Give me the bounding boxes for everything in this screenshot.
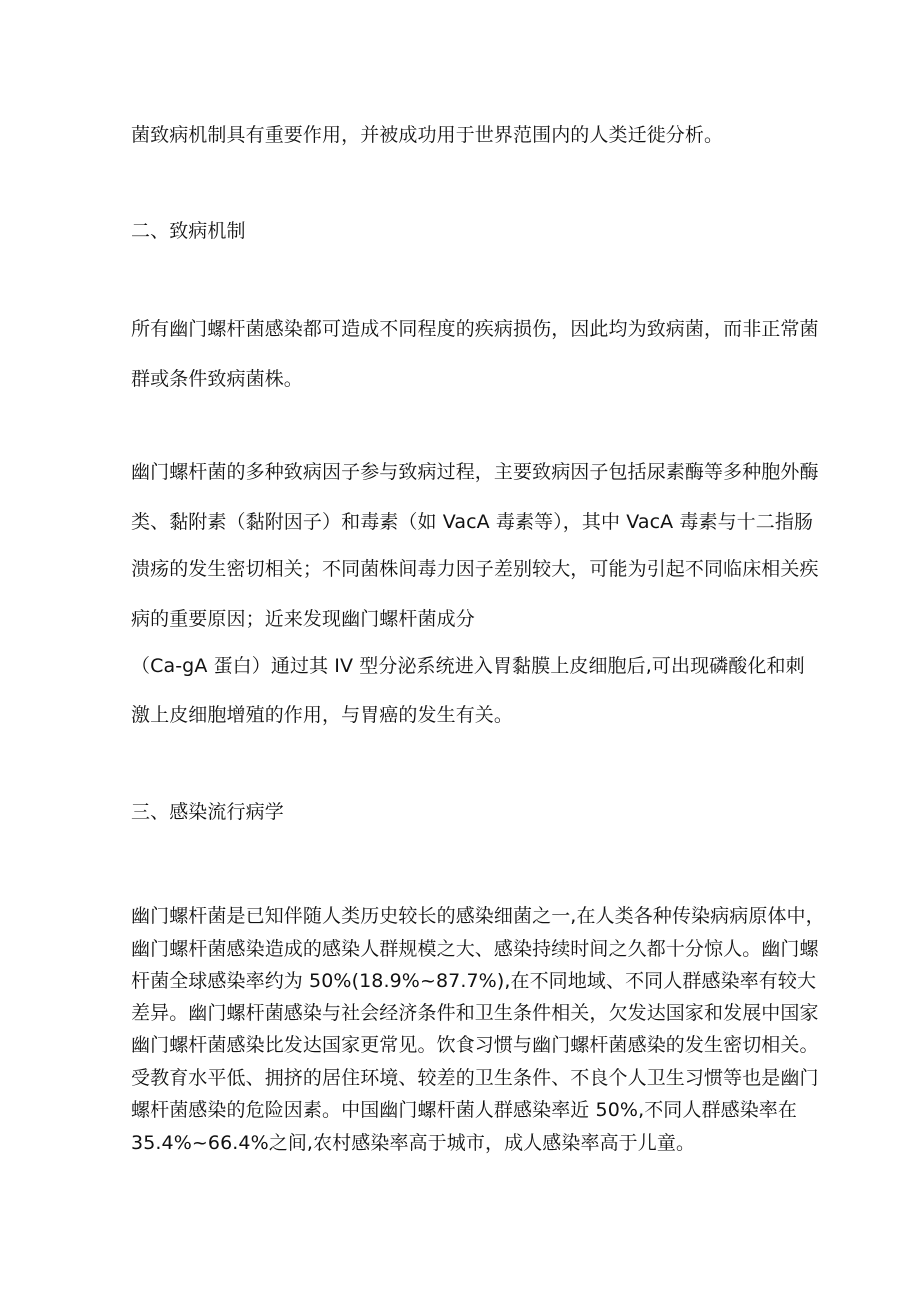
section-2-para-1-line-1: 所有幽门螺杆菌感染都可造成不同程度的疾病损伤，因此均为致病菌，而非正常菌 [131,318,819,340]
section-3-para-1-line-1: 幽门螺杆菌是已知伴随人类历史较长的感染细菌之一,在人类各种传染病病原体中， [131,905,825,927]
section-2-para-1-line-2: 群或条件致病菌株。 [131,368,303,390]
intro-tail-line: 菌致病机制具有重要作用，并被成功用于世界范围内的人类迁徙分析。 [131,124,724,146]
section-2-para-2-line-4: 病的重要原因；近来发现幽门螺杆菌成分 [131,608,475,630]
section-3-para-1-line-3: 杆菌全球感染率约为 50%(18.9%~87.7%),在不同地域、不同人群感染率有较大 [131,970,817,992]
section-2-para-2-line-3: 溃疡的发生密切相关；不同菌株间毒力因子差别较大，可能为引起不同临床相关疾 [131,558,819,580]
section-2-para-2-line-1: 幽门螺杆菌的多种致病因子参与致病过程，主要致病因子包括尿素酶等多种胞外酶 [131,461,819,483]
section-3-heading: 三、感染流行病学 [131,801,284,823]
section-2-para-2-line-5: （Ca-gA 蛋白）通过其 IV 型分泌系统进入胃黏膜上皮细胞后,可出现磷酸化和刺 [131,655,805,677]
section-3-para-1-line-5: 幽门螺杆菌感染比发达国家更常见。饮食习惯与幽门螺杆菌感染的发生密切相关。 [131,1034,819,1056]
section-2-para-2-line-2: 类、黏附素（黏附因子）和毒素（如 VacA 毒素等），其中 VacA 毒素与十二指肠 [131,511,814,533]
section-3-para-1-line-7: 螺杆菌感染的危险因素。中国幽门螺杆菌人群感染率近 50%,不同人群感染率在 [131,1099,798,1121]
section-3-para-1-line-2: 幽门螺杆菌感染造成的感染人群规模之大、感染持续时间之久都十分惊人。幽门螺 [131,938,819,960]
section-2-heading: 二、致病机制 [131,220,246,242]
section-3-para-1-line-8: 35.4%~66.4%之间,农村感染率高于城市，成人感染率高于儿童。 [131,1132,696,1154]
section-3-para-1-line-4: 差异。幽门螺杆菌感染与社会经济条件和卫生条件相关，欠发达国家和发展中国家 [131,1002,819,1024]
section-3-para-1-line-6: 受教育水平低、拥挤的居住环境、较差的卫生条件、不良个人卫生习惯等也是幽门 [131,1067,819,1089]
section-2-para-2-line-6: 激上皮细胞增殖的作用，与胃癌的发生有关。 [131,704,514,726]
